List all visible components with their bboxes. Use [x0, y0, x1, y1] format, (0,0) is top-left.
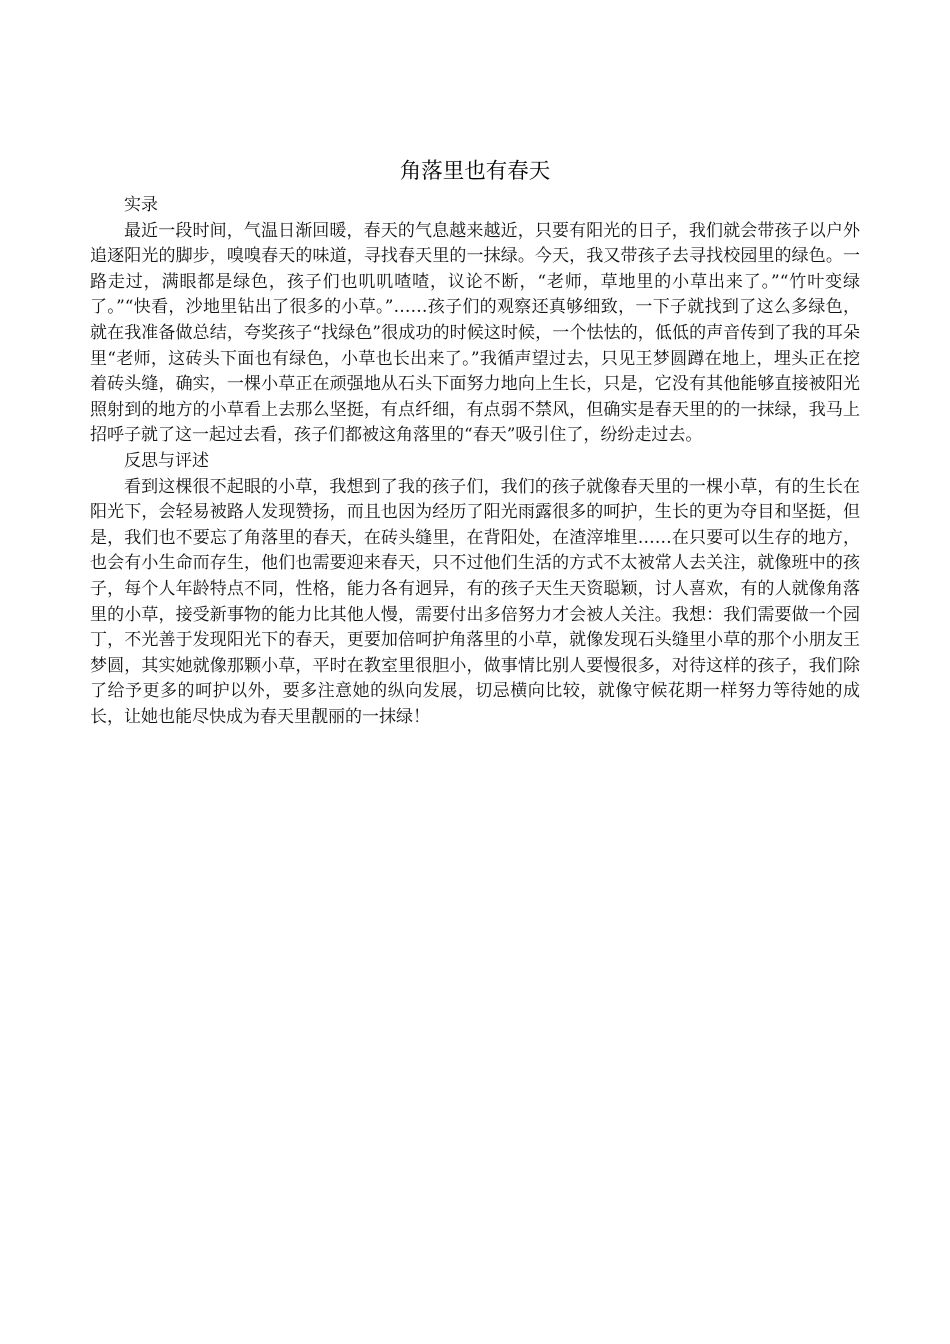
document-title: 角落里也有春天: [399, 159, 551, 184]
document-body: [90, 152, 860, 730]
record-paragraph: 最近一段时间，气温日渐回暖，春天的气息越来越近，只要有阳光的日子，我们就会带孩子以户外追逐阳光的脚步，嗅嗅春天的味道，寻找春天里的一抹绿。今天，我又带孩子去寻找校园里的绿色。一路走过，满眼都是绿色，孩子们也叽叽喳喳，议论不断，“老师，草地里的小草出来了。”“竹叶变绿了。”“快看，沙地里钻出了很多的小草。”……孩子们的观察还真够细致，一下子就找到了这么多绿色，就在我准备做总结，夸奖孩子“找绿色”很成功的时候这时候，一个怯怯的，低低的声音传到了我的耳朵里“老师，这砖头下面也有绿色，小草也长出来了。”我循声望过去，只见王梦圆蹲在地上，埋头正在挖着砖头缝，确实，一棵小草正在顽强地从石头下面努力地向上生长，只是，它没有其他能够直接被阳光照射到的地方的小草看上去那么坚挺，有点纤细，有点弱不禁风，但确实是春天里的的一抹绿，我马上招呼子就了这一起过去看，孩子们都被这角落里的“春天”吸引住了，纷纷走过去。: [90, 220, 860, 446]
reflection-paragraph: 看到这棵很不起眼的小草，我想到了我的孩子们，我们的孩子就像春天里的一棵小草，有的生长在阳光下，会轻易被路人发现赞扬，而且也因为经历了阳光雨露很多的呵护，生长的更为夺目和坚挺，但是，我们也不要忘了角落里的春天，在砖头缝里，在背阳处，在渣滓堆里……在只要可以生存的地方，也会有小生命而存生，他们也需要迎来春天，只不过他们生活的方式不太被常人去关注，就像班中的孩子，每个人年龄特点不同，性格，能力各有迥异，有的孩子天生天资聪颖，讨人喜欢，有的人就像角落里的小草，接受新事物的能力比其他人慢，需要付出多倍努力才会被人关注。我想：我们需要做一个园丁，不光善于发现阳光下的春天，更要加倍呵护角落里的小草，就像发现石头缝里小草的那个小朋友王梦圆，其实她就像那颗小草，平时在教室里很胆小，做事情比别人要慢很多，对待这样的孩子，我们除了给予更多的呵护以外，要多注意她的纵向发展，切忌横向比较，就像守候花期一样努力等待她的成长，让她也能尽快成为春天里靓丽的一抹绿！: [90, 476, 860, 727]
section-heading-reflection: 反思与评述: [124, 450, 209, 471]
section-heading-record: 实录: [124, 195, 158, 215]
